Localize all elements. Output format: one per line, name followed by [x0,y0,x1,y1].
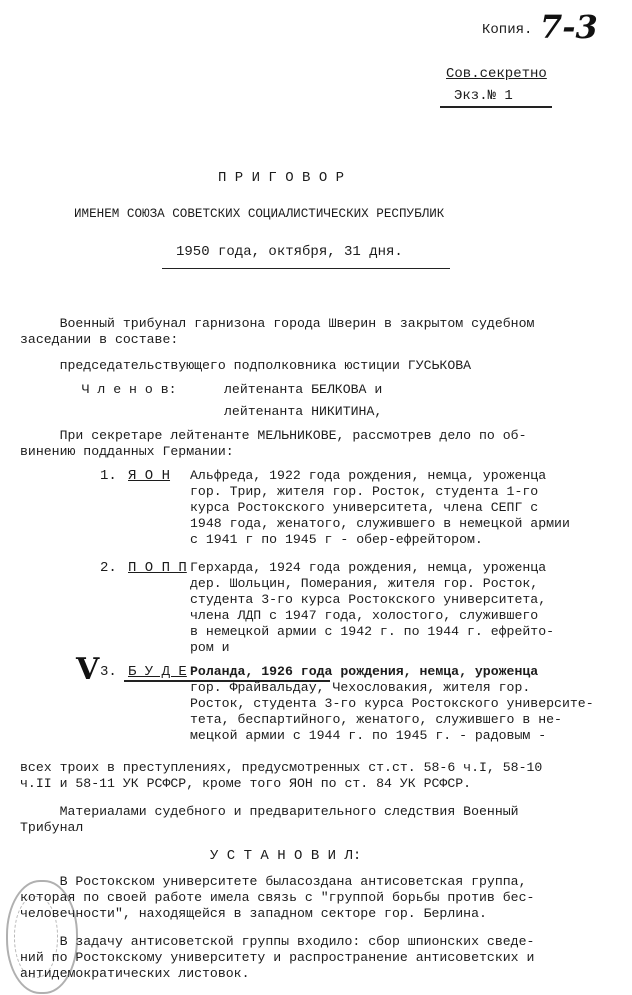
established-p1-line: которая по своей работе имела связь с "группой борьбы против бес- [20,890,535,905]
exemplar-number: Экз.№ 1 [454,88,513,104]
members-line-1: Ч л е н о в: лейтенанта БЕЛКОВА и [42,382,383,397]
secrecy-stamp: Сов.секретно [446,66,547,82]
exemplar-underline [440,106,552,108]
defendant-3-name: Б У Д Е [128,664,187,680]
defendant-1-line: 1948 года, женатого, служившего в немецкой армии [190,516,570,531]
defendant-1-number: 1. [100,468,117,484]
defendant-2-line: дер. Шольцин, Померания, жителя гор. Росток, [190,576,539,591]
defendant-2-line: Герхарда, 1924 года рождения, немца, уроженца [190,560,547,575]
established-p1-line: В Ростокском университете быласоздана антисоветская группа, [20,874,527,889]
round-stamp-inner [14,896,58,978]
defendant-3-line: Росток, студента 3-го курса Ростокского университе- [190,696,594,711]
date-underline [162,268,450,269]
established-p2-line: антидемократических листовок. [20,966,250,981]
intro-line-2: заседании в составе: [20,332,179,347]
verdict-subheading: ИМЕНЕМ СОЮЗА СОВЕТСКИХ СОЦИАЛИСТИЧЕСКИХ РЕСПУБЛИК [74,207,445,221]
defendant-3-line: мецкой армии с 1944 г. по 1945 г. - радовым - [190,728,547,743]
defendant-1-line: гор. Трир, жителя гор. Росток, студента 1-го [190,484,539,499]
chair-line: председательствующего подполковника юстиции ГУСЬКОВА [20,358,472,373]
handwritten-check-mark: V [76,652,100,687]
materials-line-2: Трибунал [20,820,84,835]
verdict-date: 1950 года, октября, 31 дня. [176,244,403,260]
defendant-2-line: студента 3-го курса Ростокского университета, [190,592,547,607]
defendant-1-line: курса Ростокского университета, члена СЕПГ с [190,500,539,515]
defendant-2-line: в немецкой армии с 1942 г. по 1944 г. ефрейто- [190,624,555,639]
charges-line-1: всех троих в преступлениях, предусмотренных ст.ст. 58-6 ч.I, 58-10 [20,760,543,775]
verdict-heading: П Р И Г О В О Р [218,170,345,186]
defendant-3-number: 3. [100,664,117,680]
secretary-line-1: При секретаре лейтенанте МЕЛЬНИКОВЕ, рассмотрев дело по об- [20,428,527,443]
defendant-2-number: 2. [100,560,117,576]
defendant-2-name: П О П П [128,560,187,576]
established-p2-line: ний по Ростокскому университету и распространение антисоветских и [20,950,535,965]
defendant-3-line: гор. Фрайвальдау, Чехословакия, жителя гор. [190,680,531,695]
defendant-1-line: с 1941 г по 1945 г - обер-ефрейтором. [190,532,483,547]
established-heading: У С Т А Н О В И Л: [210,848,362,864]
members-line-2: лейтенанта НИКИТИНА, [42,404,383,419]
handwritten-copy-number: 7-3 [540,8,598,46]
established-p1-line: человечности", находящейся в западном секторе гор. Берлина. [20,906,487,921]
charges-line-2: ч.II и 58-11 УК РСФСР, кроме того ЯОН по ст. 84 УК РСФСР. [20,776,472,791]
defendant-1-name: Я О Н [128,468,171,484]
defendant-3-line: Роланда, 1926 года рождения, немца, уроженца [190,664,539,679]
copy-label: Копия. [482,22,533,38]
established-p2-line: В задачу антисоветской группы входило: сбор шпионских сведе- [20,934,535,949]
materials-line-1: Материалами судебного и предварительного следствия Военный [20,804,519,819]
secretary-line-2: винению подданных Германии: [20,444,234,459]
defendant-2-line: члена ЛДП с 1947 года, холостого, служившего [190,608,539,623]
defendant-1-line: Альфреда, 1922 года рождения, немца, уроженца [190,468,547,483]
defendant-3-line: тета, беспартийного, женатого, служившего в не- [190,712,562,727]
defendant-2-line: ром и [190,640,230,655]
intro-line-1: Военный трибунал гарнизона города Шверин в закрытом судебном [20,316,535,331]
